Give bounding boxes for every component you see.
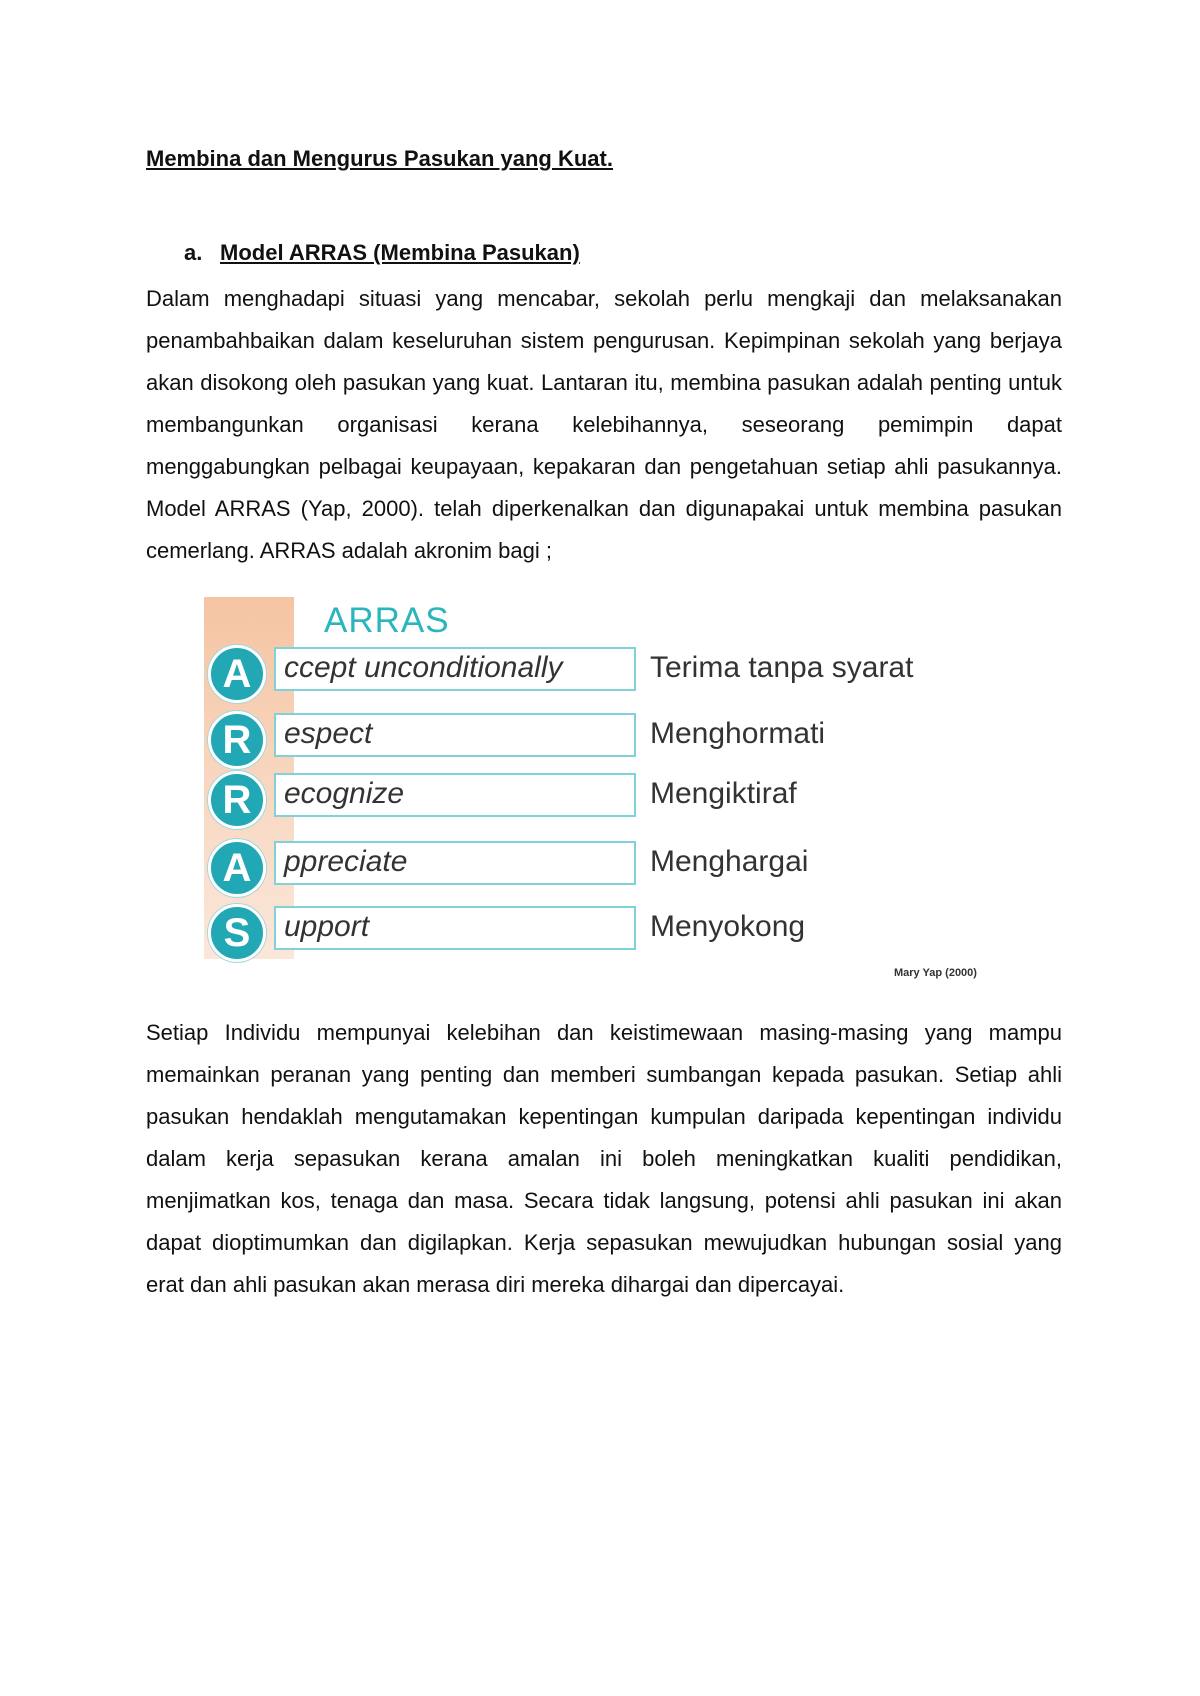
arras-row [204,904,994,955]
english-term: espect [284,717,373,750]
letter-badge: A [208,645,266,703]
section-heading-text: Model ARRAS (Membina Pasukan) [220,240,580,265]
paragraph-intro: Dalam menghadapi situasi yang mencabar, sekolah perlu mengkaji dan melaksanakan penambahbaikan dalam keseluruhan sistem pengurusan. Kepimpinan sekolah yang berjaya akan disokong oleh pasukan yang kuat. Lantaran itu, membina pasukan adalah penting untuk membangunkan organisasi kerana kelebihannya, seseorang pemimpin dapat menggabungkan pelbagai keupayaan, kepakaran dan pengetahuan setiap ahli pasukannya. Model ARRAS (Yap, 2000). telah diperkenalkan dan digunapakai untuk membina pasukan cemerlang. ARRAS adalah akronim bagi ; [146,286,1062,563]
section-marker: a. [184,240,203,265]
figure-title: ARRAS [324,601,450,640]
arras-row [204,839,994,890]
letter-badge: S [208,904,266,962]
document-title: Membina dan Mengurus Pasukan yang Kuat. [146,146,613,171]
letter-badge: A [208,839,266,897]
figure-credit: Mary Yap (2000) [894,967,977,979]
letter-badge: R [208,771,266,829]
english-term: upport [284,910,370,943]
arras-row [204,711,994,762]
malay-term: Menghormati [650,717,826,750]
arras-figure [204,597,994,977]
english-term: ecognize [284,777,405,810]
malay-term: Terima tanpa syarat [650,651,914,684]
letter-badge: R [208,711,266,769]
section-heading [184,240,580,266]
malay-term: Mengiktiraf [650,777,797,810]
english-term: ccept unconditionally [284,651,563,684]
arras-row [204,645,994,696]
arras-row [204,771,994,822]
malay-term: Menghargai [650,845,809,878]
malay-term: Menyokong [650,910,806,943]
english-term: ppreciate [284,845,408,878]
paragraph-individual: Setiap Individu mempunyai kelebihan dan keistimewaan masing-masing yang mampu memainkan peranan yang penting dan memberi sumbangan kepada pasukan. Setiap ahli pasukan hendaklah mengutamakan kepentingan kumpulan daripada kepentingan individu dalam kerja sepasukan kerana amalan ini boleh meningkatkan kualiti pendidikan, menjimatkan kos, tenaga dan masa. Secara tidak langsung, potensi ahli pasukan ini akan dapat dioptimumkan dan digilapkan. Kerja sepasukan mewujudkan hubungan sosial yang erat dan ahli pasukan akan merasa diri mereka dihargai dan dipercayai. [146,1020,1062,1297]
